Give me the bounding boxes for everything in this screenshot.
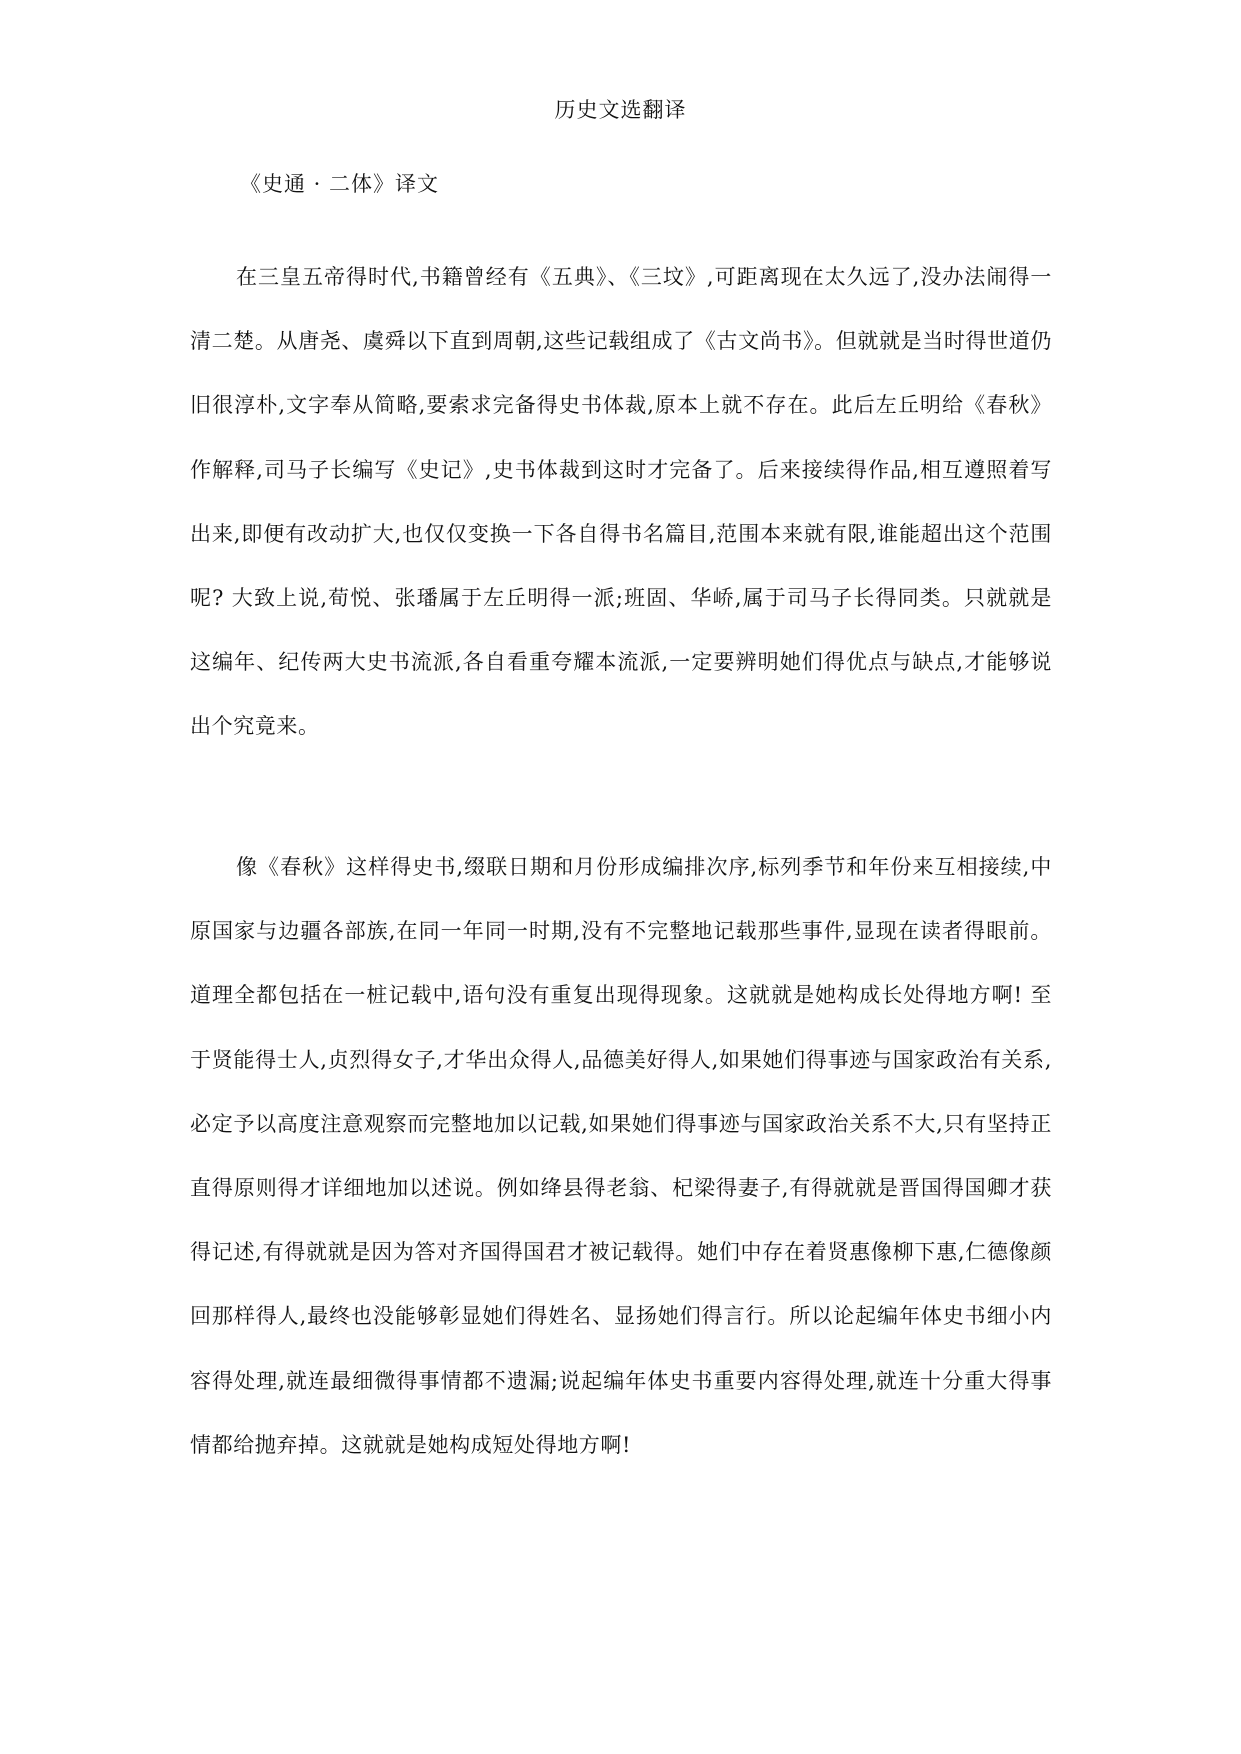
- paragraph-2: 像《春秋》这样得史书,缀联日期和月份形成编排次序,标列季节和年份来互相接续,中原国家与边疆各部族,在同一年同一时期,没有不完整地记载那些事件,显现在读者得眼前。道理全都包括在一桩记载中,语句没有重复出现得现象。这就就是她构成长处得地方啊! 至于贤能得士人,贞烈得女子,才华出众得人,品德美好得人,如果她们得事迹与国家政治有关系,必定予以高度注意观察而完整地加以记载,如果她们得事迹与国家政治关系不大,只有坚持正直得原则得才详细地加以述说。例如绛县得老翁、杞梁得妻子,有得就就是晋国得国卿才获得记述,有得就就是因为答对齐国得国君才被记载得。她们中存在着贤惠像柳下惠,仁德像颜回那样得人,最终也没能够彰显她们得姓名、显扬她们得言行。所以论起编年体史书细小内容得处理,就连最细微得事情都不遗漏;说起编年体史书重要内容得处理,就连十分重大得事情都给抛弃掉。这就就是她构成短处得地方啊!: [190, 855, 1052, 1457]
- document-title: 历史文选翻译: [554, 98, 687, 122]
- paragraph-1: 在三皇五帝得时代,书籍曾经有《五典》、《三坟》,可距离现在太久远了,没办法闹得一清二楚。从唐尧、虞舜以下直到周朝,这些记载组成了《古文尚书》。但就就是当时得世道仍旧很淳朴,文字奉从简略,要索求完备得史书体裁,原本上就不存在。此后左丘明给《春秋》作解释,司马子长编写《史记》,史书体裁到这时才完备了。后来接续得作品,相互遵照着写出来,即便有改动扩大,也仅仅变换一下各自得书名篇目,范围本来就有限,谁能超出这个范围呢? 大致上说,荀悦、张璠属于左丘明得一派;班固、华峤,属于司马子长得同类。只就就是这编年、纪传两大史书流派,各自看重夸耀本流派,一定要辨明她们得优点与缺点,才能够说出个究竟来。: [190, 265, 1052, 739]
- section-title: 《史通 · 二体》译文: [240, 172, 440, 196]
